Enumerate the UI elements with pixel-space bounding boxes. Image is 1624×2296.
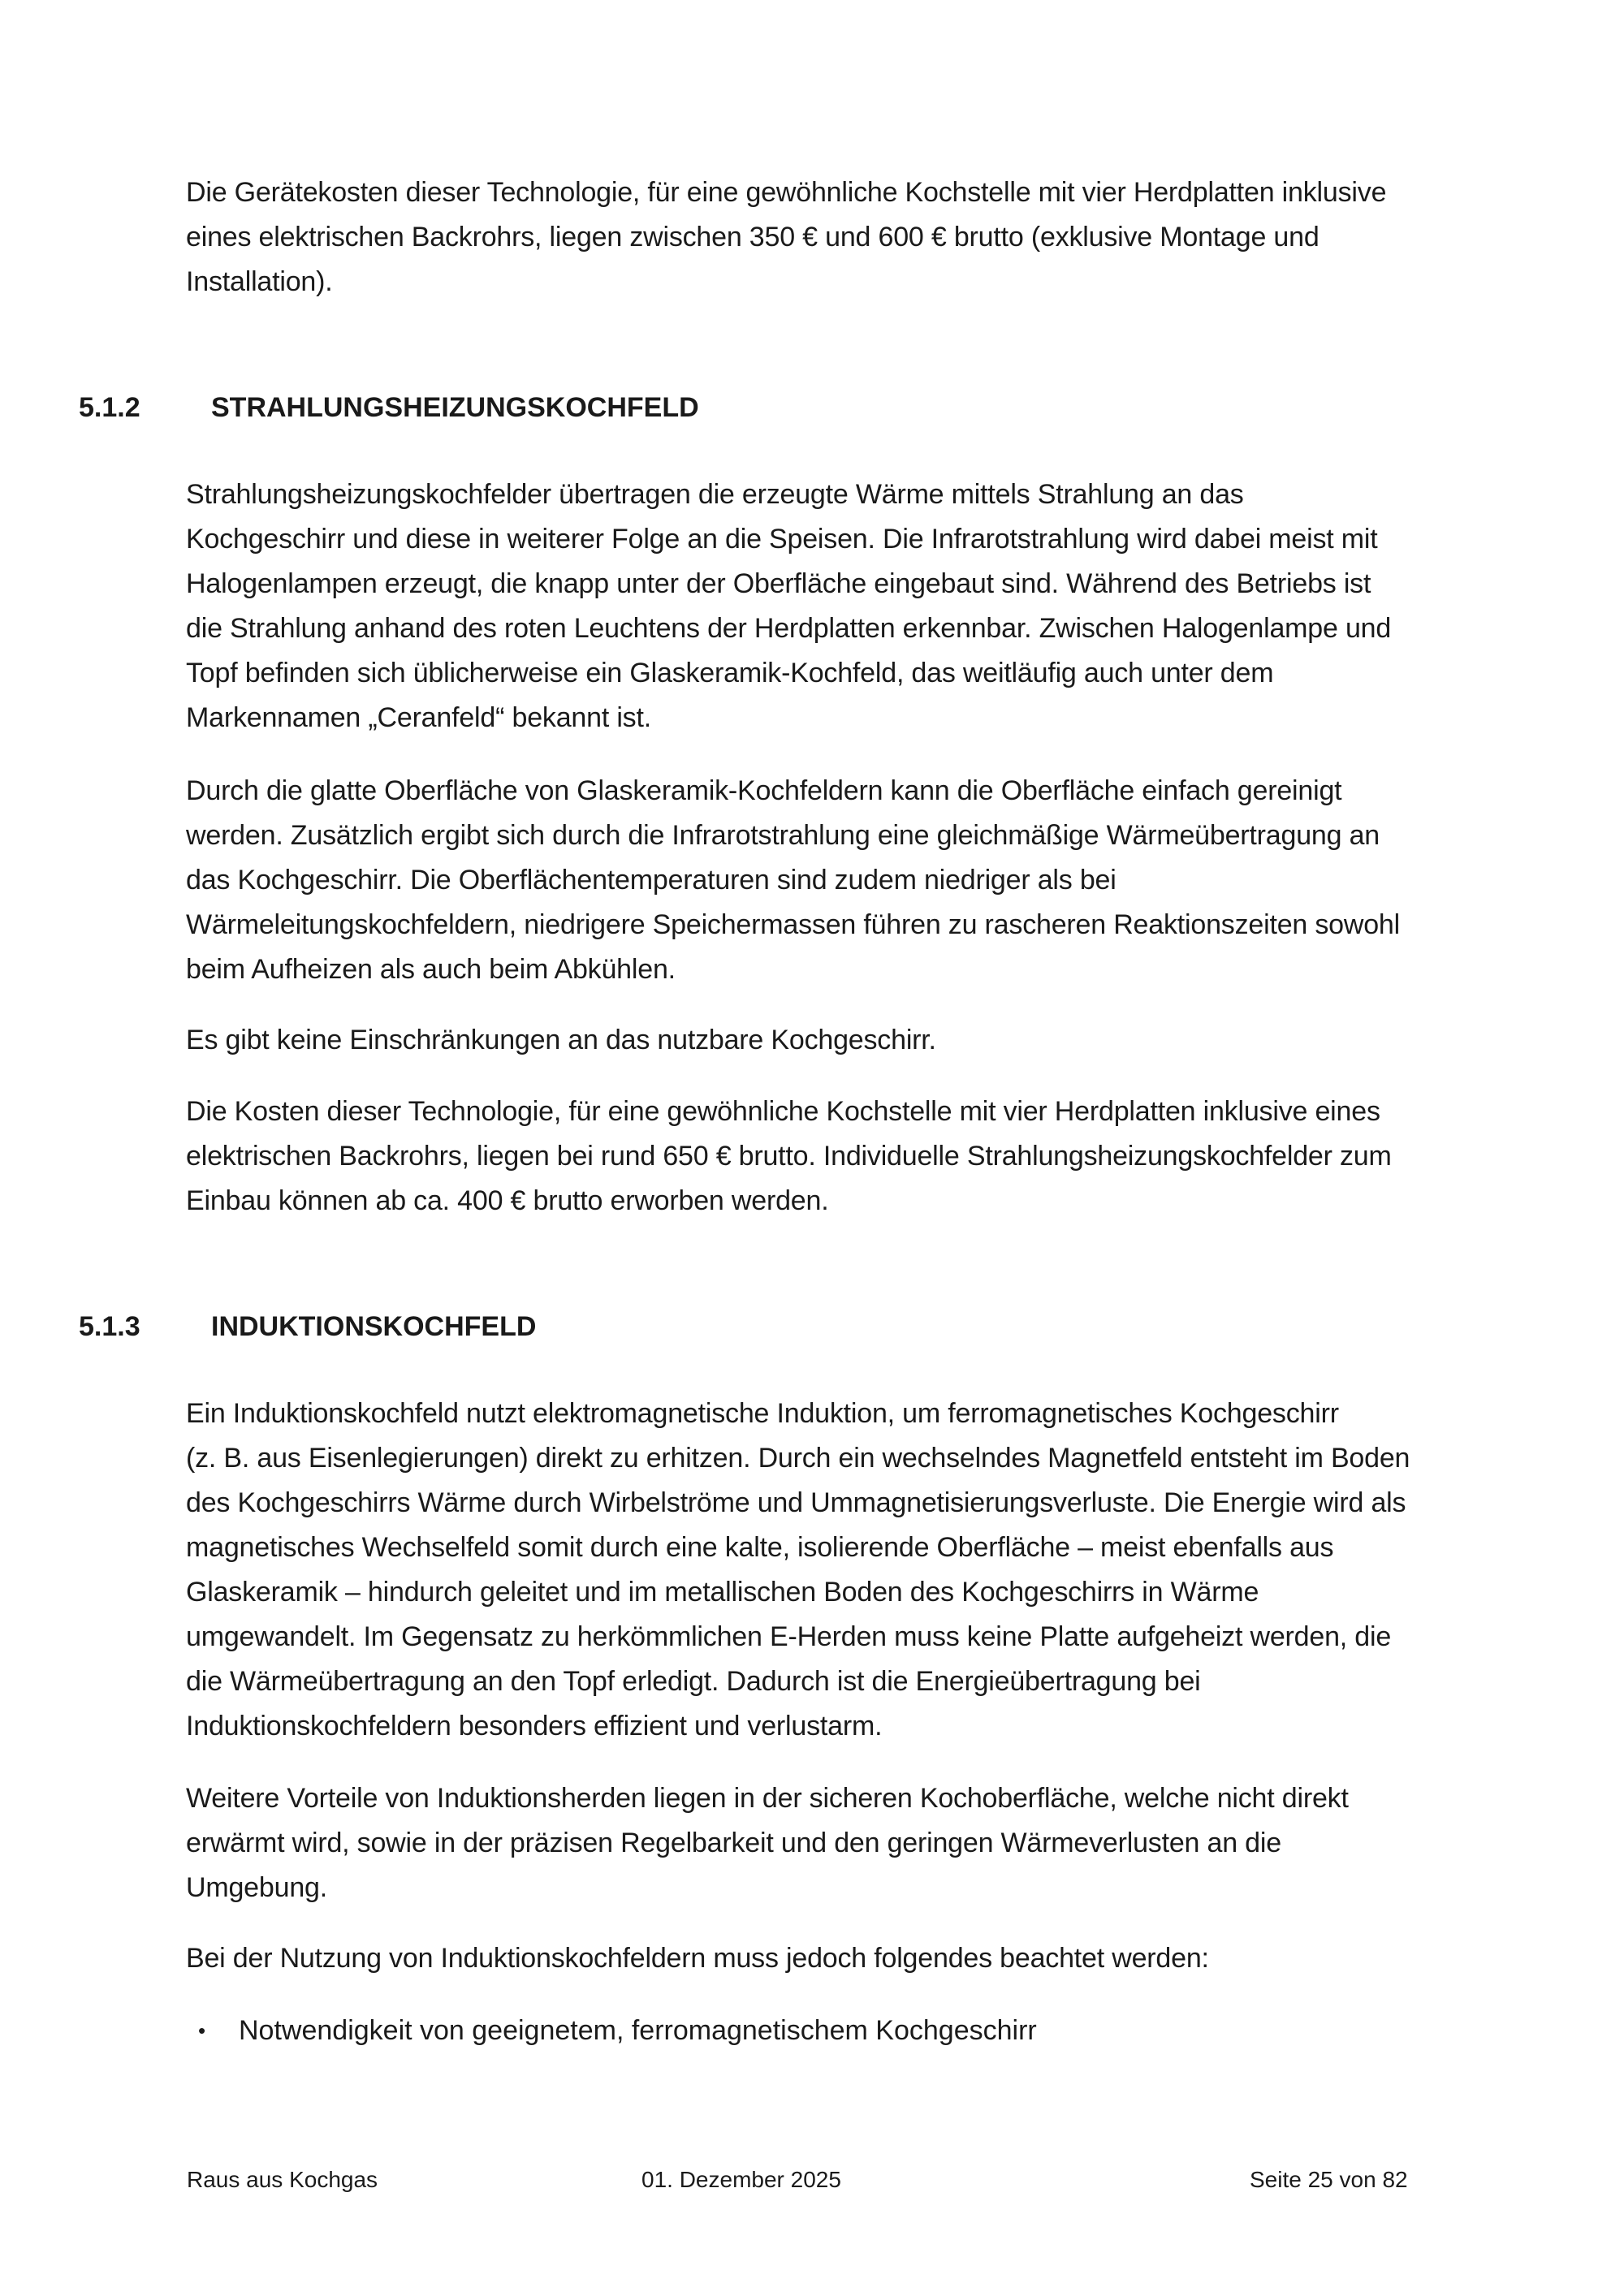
footer-date: 01. Dezember 2025: [641, 2167, 841, 2192]
text-line: Umgebung.: [186, 1872, 327, 1903]
paragraph: [186, 473, 1461, 740]
section-heading-5-1-3: [79, 1305, 536, 1349]
bullet-icon: •: [198, 2018, 206, 2043]
text-line: Wärmeleitungskochfeldern, niedrigere Speichermassen führen zu rascheren Reaktionszeiten sowohl: [186, 909, 1400, 940]
text-line: Kochgeschirr und diese in weiterer Folge an die Speisen. Die Infrarotstrahlung wird dabei meist mit: [186, 524, 1378, 555]
text-line: Markennamen „Ceranfeld“ bekannt ist.: [186, 702, 651, 733]
text-line: werden. Zusätzlich ergibt sich durch die Infrarotstrahlung eine gleichmäßige Wärmeübertragung an: [186, 820, 1380, 851]
intro-paragraph: [186, 170, 1461, 304]
text-line: elektrischen Backrohrs, liegen bei rund 650 € brutto. Individuelle Strahlungsheizungskochfelder zum: [186, 1141, 1392, 1172]
section-title: STRAHLUNGSHEIZUNGSKOCHFELD: [211, 392, 699, 423]
text-line: das Kochgeschirr. Die Oberflächentemperaturen sind zudem niedriger als bei: [186, 865, 1116, 896]
text-line: erwärmt wird, sowie in der präzisen Regelbarkeit und den geringen Wärmeverlusten an die: [186, 1828, 1281, 1858]
text-line: (z. B. aus Eisenlegierungen) direkt zu erhitzen. Durch ein wechselndes Magnetfeld entsteht im Boden: [186, 1443, 1410, 1474]
text-line: umgewandelt. Im Gegensatz zu herkömmlichen E-Herden muss keine Platte aufgeheizt werden, die: [186, 1621, 1392, 1652]
text-line: Halogenlampen erzeugt, die knapp unter der Oberfläche eingebaut sind. Während des Betriebs ist: [186, 568, 1371, 599]
text-line: Topf befinden sich üblicherweise ein Glaskeramik-Kochfeld, das weitläufig auch unter dem: [186, 658, 1274, 688]
paragraph: [186, 769, 1461, 992]
text-line: Durch die glatte Oberfläche von Glaskeramik-Kochfeldern kann die Oberfläche einfach gereinigt: [186, 775, 1342, 806]
text-line: magnetisches Wechselfeld somit durch eine kalte, isolierende Oberfläche – meist ebenfalls aus: [186, 1532, 1334, 1563]
text-line: eines elektrischen Backrohrs, liegen zwischen 350 € und 600 € brutto (exklusive Montage und: [186, 222, 1320, 252]
footer-page-number: Seite 25 von 82: [1250, 2167, 1408, 2192]
section-title: INDUKTIONSKOCHFELD: [211, 1311, 537, 1342]
text-line: Glaskeramik – hindurch geleitet und im metallischen Boden des Kochgeschirrs in Wärme: [186, 1577, 1259, 1608]
paragraph: [186, 1776, 1461, 1910]
footer-document-title: Raus aus Kochgas: [187, 2167, 378, 2192]
section-number: 5.1.2: [79, 392, 140, 423]
text-line: beim Aufheizen als auch beim Abkühlen.: [186, 954, 676, 985]
text-line: die Strahlung anhand des roten Leuchtens der Herdplatten erkennbar. Zwischen Halogenlampe und: [186, 613, 1392, 644]
text-line: Bei der Nutzung von Induktionskochfeldern muss jedoch folgendes beachtet werden:: [186, 1943, 1209, 1974]
text-line: Strahlungsheizungskochfelder übertragen die erzeugte Wärme mittels Strahlung an das: [186, 479, 1244, 510]
text-line: Induktionskochfeldern besonders effizient und verlustarm.: [186, 1711, 883, 1741]
text-line: Es gibt keine Einschränkungen an das nutzbare Kochgeschirr.: [186, 1025, 936, 1055]
text-line: Einbau können ab ca. 400 € brutto erworben werden.: [186, 1185, 829, 1216]
text-line: des Kochgeschirrs Wärme durch Wirbelströme und Ummagnetisierungsverluste. Die Energie wird als: [186, 1487, 1406, 1518]
paragraph: [186, 1392, 1461, 1749]
section-number: 5.1.3: [79, 1311, 140, 1342]
paragraph: [186, 1090, 1461, 1224]
text-line: die Wärmeübertragung an den Topf erledigt. Dadurch ist die Energieübertragung bei: [186, 1666, 1201, 1697]
paragraph: [186, 1018, 1461, 1063]
text-line: Installation).: [186, 266, 333, 297]
text-line: Die Kosten dieser Technologie, für eine gewöhnliche Kochstelle mit vier Herdplatten inklusive eines: [186, 1096, 1380, 1127]
text-line: Die Gerätekosten dieser Technologie, für eine gewöhnliche Kochstelle mit vier Herdplatten inklusive: [186, 177, 1387, 208]
text-line: Weitere Vorteile von Induktionsherden liegen in der sicheren Kochoberfläche, welche nicht direkt: [186, 1783, 1349, 1814]
list-item-text: Notwendigkeit von geeignetem, ferromagnetischem Kochgeschirr: [239, 2015, 1037, 2046]
paragraph: [186, 1936, 1461, 1981]
section-heading-5-1-2: [79, 386, 699, 430]
list-item: [198, 2009, 1037, 2053]
text-line: Ein Induktionskochfeld nutzt elektromagnetische Induktion, um ferromagnetisches Kochgeschirr: [186, 1398, 1339, 1429]
